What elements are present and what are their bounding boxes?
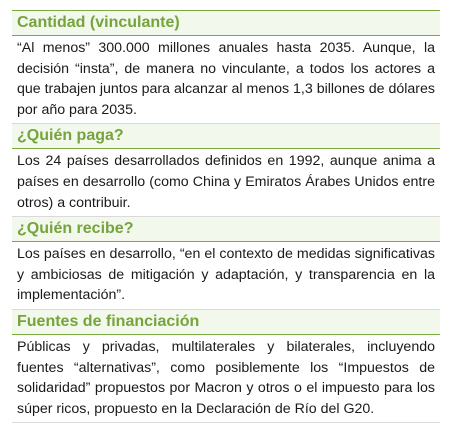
body-cell (12, 242, 440, 310)
section-body-who-pays: Los 24 países desarrollados definidos en 1992, aunque anima a países en desarrollo (como China y Emiratos Árabes Unidos entre otros) a contribuir. (17, 153, 435, 211)
heading-cell (12, 124, 440, 149)
section-body-row (12, 36, 440, 124)
section-body-who-receives: Los países en desarrollo, “en el contexto de medidas significativas y ambiciosas de mitigación y adaptación, y transparencia en la implementación”. (17, 246, 435, 304)
finance-summary-table (12, 10, 440, 423)
body-cell (12, 334, 440, 422)
section-heading-row (12, 309, 440, 334)
section-body-row (12, 149, 440, 217)
section-body-row (12, 334, 440, 422)
section-body-amount: “Al menos” 300.000 millones anuales hasta 2035. Aunque, la decisión “insta”, de manera no vinculante, a todos los actores a que trabajen juntos para alcanzar al menos 1,3 billones de dólares por año para 2035. (17, 40, 436, 118)
section-body-funding-sources: Públicas y privadas, multilaterales y bilaterales, incluyendo fuentes “alternativas”, como posiblemente los “Impuestos de solidaridad” propuestos por Macron y otros o el impuesto para los súper ricos, propuesto en la Declaración de Río del G20. (17, 338, 435, 417)
section-body-row (12, 242, 440, 310)
section-heading-who-receives: ¿Quién recibe? (17, 220, 134, 238)
heading-cell (12, 309, 440, 334)
section-heading-who-pays: ¿Quién paga? (17, 127, 124, 145)
section-heading-row (12, 124, 440, 149)
section-heading-row (12, 217, 440, 242)
body-cell (12, 36, 440, 124)
heading-cell (12, 217, 440, 242)
section-heading-row (12, 11, 440, 36)
heading-cell (12, 11, 440, 36)
section-heading-amount: Cantidad (vinculante) (17, 14, 180, 31)
body-cell (12, 149, 440, 217)
section-heading-funding-sources: Fuentes de financiación (17, 312, 200, 330)
